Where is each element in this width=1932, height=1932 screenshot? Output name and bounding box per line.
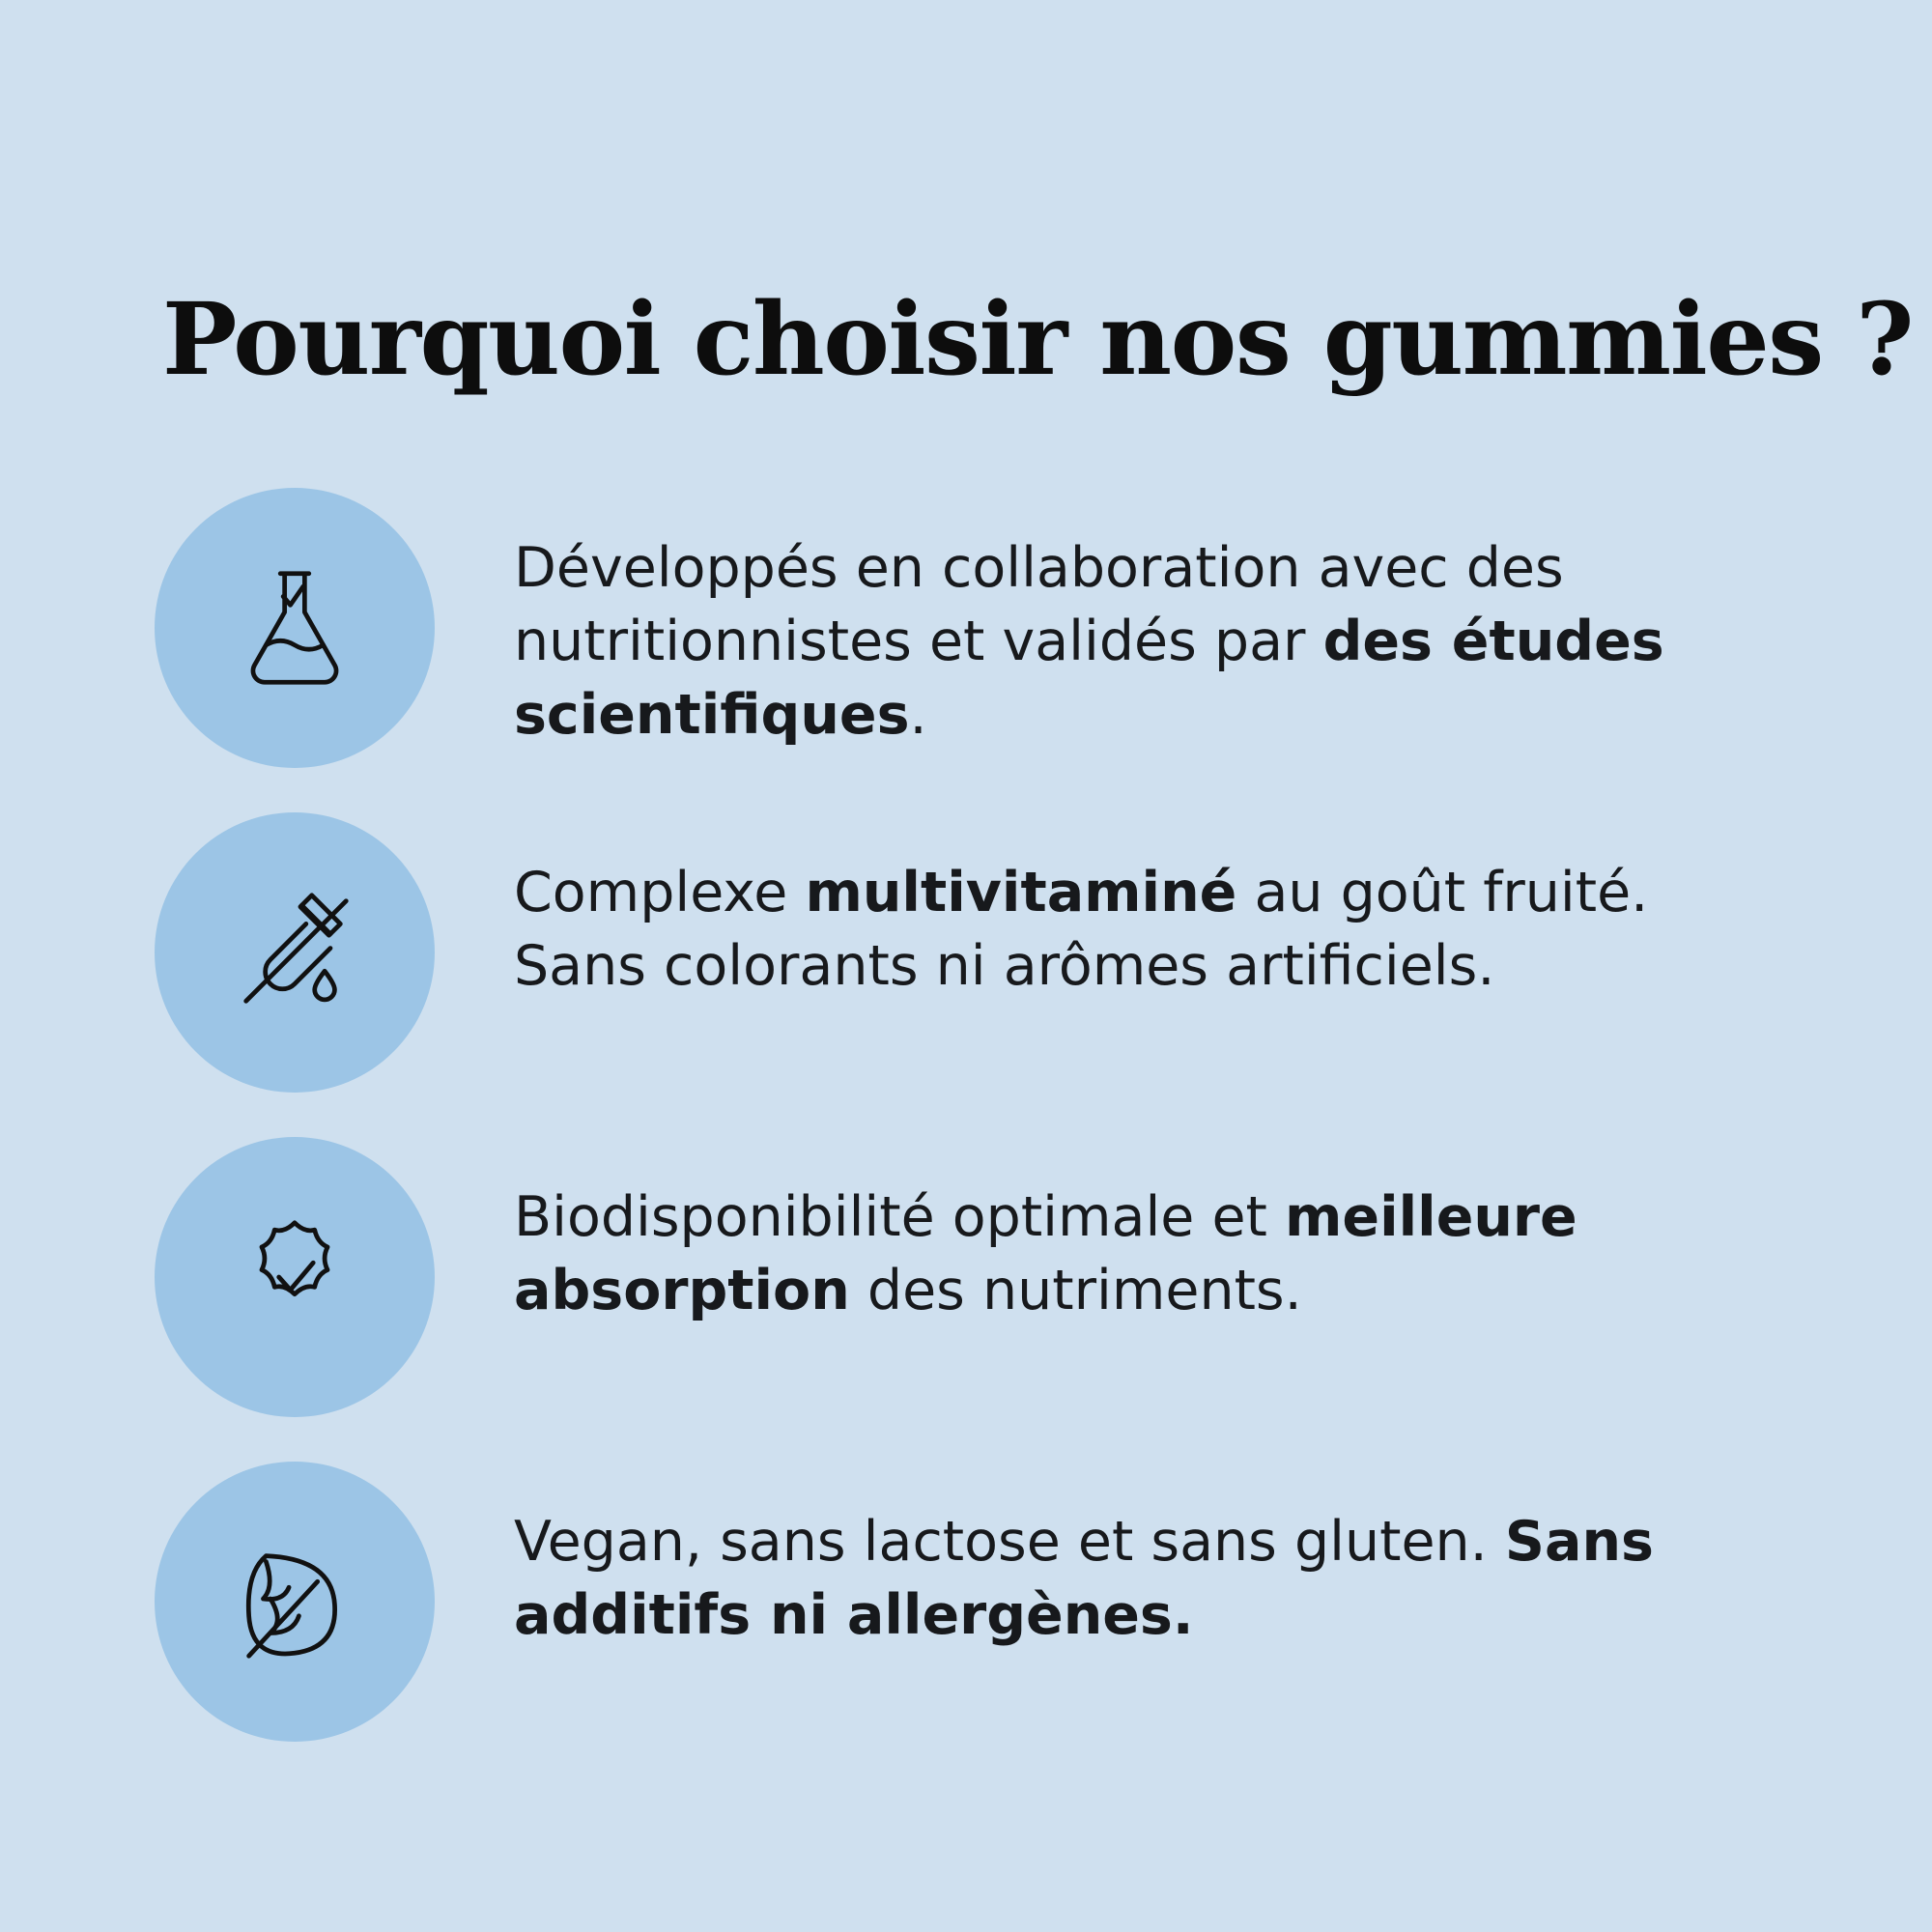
list-item [155,812,1797,1093]
list-item [155,488,1797,768]
list-item-text: Vegan, sans lactose et sans gluten. Sans additifs ni allergènes. [514,1510,1654,1647]
feature-list [155,488,1797,1786]
dropper-no-artificial-icon [155,812,435,1093]
page-title: Pourquoi choisir nos gummies ? [162,281,1913,398]
badge-check-icon [155,1137,435,1417]
list-item-text: Développés en collaboration avec des nutritionnistes et validés par des études scientifiques. [514,536,1664,747]
flask-check-icon [155,488,435,768]
list-item [155,1137,1797,1417]
list-item-text: Complexe multivitaminé au goût fruité. Sans colorants ni arômes artificiels. [514,861,1649,998]
list-item [155,1462,1797,1742]
list-item-text: Biodisponibilité optimale et meilleure absorption des nutriments. [514,1185,1577,1322]
leaf-icon [155,1462,435,1742]
